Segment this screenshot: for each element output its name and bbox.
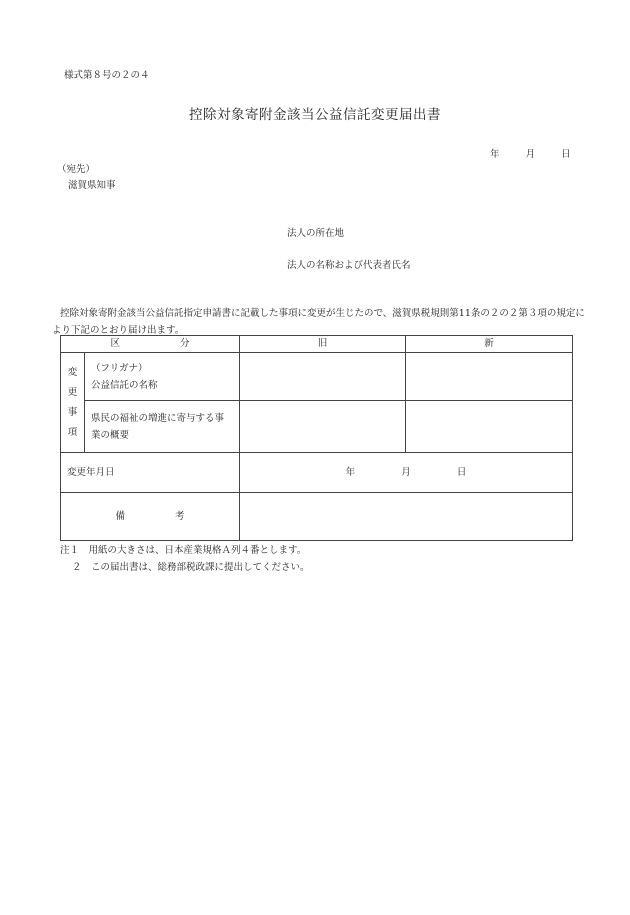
addressee: 滋賀県知事 (68, 180, 116, 191)
business-summary-label-line1: 県民の福祉の増進に寄与する事 (91, 412, 225, 424)
form-number: 様式第８号の２の４ (64, 70, 150, 81)
date-day: 日 (561, 149, 571, 160)
corp-name-label: 法人の名称および代表者氏名 (287, 260, 411, 271)
header-new: 新 (406, 336, 573, 353)
remarks-char1: 備 (115, 510, 125, 522)
side-char-3: 事 (67, 406, 78, 418)
trust-name-new-field[interactable] (406, 353, 573, 401)
header-category-char2: 分 (180, 338, 190, 350)
furigana-label: （フリガナ） (91, 362, 148, 374)
date-month: 月 (525, 149, 536, 160)
change-date-year: 年 (345, 466, 356, 478)
header-category-char1: 区 (110, 338, 120, 350)
table-row-trust-name (61, 353, 573, 401)
side-char-2: 更 (67, 386, 78, 398)
change-date-month: 月 (401, 466, 411, 478)
table-row-business-summary (61, 401, 573, 453)
remarks-char2: 考 (175, 510, 185, 522)
table-row-remarks (61, 493, 573, 541)
addressee-label: （宛先） (57, 164, 96, 175)
corp-address-label: 法人の所在地 (287, 228, 345, 239)
side-char-4: 項 (67, 426, 78, 438)
table-row-change-date (61, 453, 573, 493)
date-line (490, 149, 571, 160)
note-2: ２ この届出書は、総務部税政課に提出してください。 (72, 562, 310, 573)
header-old: 旧 (240, 336, 406, 353)
side-char-1: 変 (67, 366, 78, 378)
business-summary-old-field[interactable] (240, 401, 406, 453)
remarks-field[interactable] (240, 493, 573, 541)
change-table (60, 335, 573, 541)
trust-name-label-cell (85, 353, 240, 401)
note-1: 注１ 用紙の大きさは、日本産業規格Ａ列４番とします。 (60, 545, 307, 556)
business-summary-label-line2: 業の概要 (91, 429, 130, 441)
header-category (61, 336, 240, 353)
trust-name-label: 公益信託の名称 (91, 379, 158, 391)
change-date-day: 日 (456, 466, 467, 478)
table-header-row (61, 336, 573, 353)
document-title: 控除対象寄附金該当公益信託変更届出書 (189, 107, 441, 123)
change-date-field[interactable] (240, 453, 573, 493)
body-text: 控除対象寄附金該当公益信託指定申請書に記載した事項に変更が生じたので、滋賀県税規則第11条の２の２第３項の規定により下記のとおり届け出ます。 (52, 308, 585, 336)
business-summary-new-field[interactable] (406, 401, 573, 453)
date-year: 年 (490, 149, 500, 160)
business-summary-label-cell (85, 401, 240, 453)
remarks-label (61, 493, 240, 541)
trust-name-old-field[interactable] (240, 353, 406, 401)
change-date-label: 変更年月日 (61, 453, 240, 493)
side-label-change-items (61, 353, 85, 453)
